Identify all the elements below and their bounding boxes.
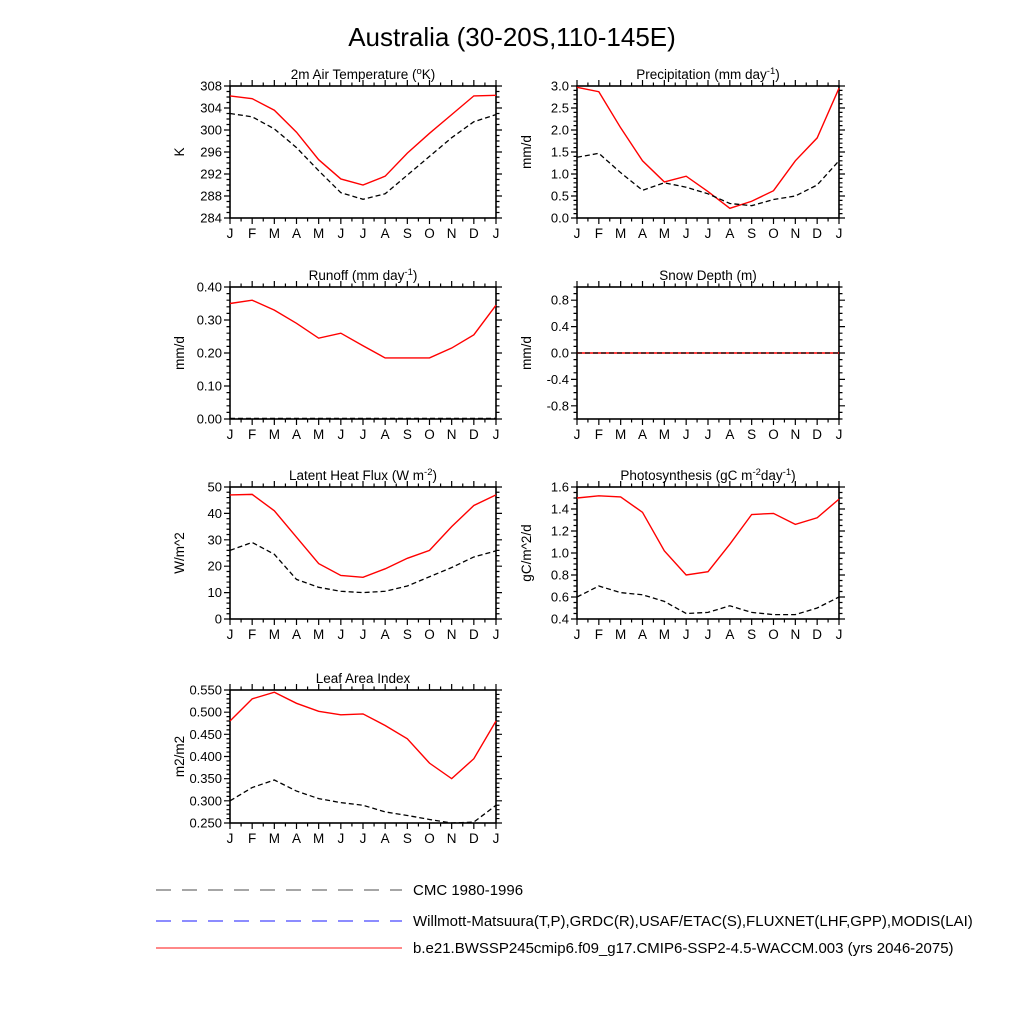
x-tick-label: A (291, 627, 302, 642)
y-tick-label: 10 (207, 585, 222, 601)
series-cmc (577, 153, 839, 205)
x-tick-label: J (337, 627, 345, 642)
chart-title: Latent Heat Flux (W $m^{-2}$) (289, 467, 437, 483)
y-axis-label: m2/m2 (172, 735, 187, 778)
x-tick-label: O (424, 226, 435, 241)
x-tick-label: N (446, 627, 457, 642)
y-tick-label: 1.4 (550, 501, 569, 517)
y-tick-label: 0.20 (196, 345, 222, 361)
y-tick-label: 0.5 (550, 188, 569, 204)
y-axis-label: W/m^2 (172, 532, 187, 574)
y-axis-label: mm/d (519, 135, 534, 169)
axis-box (230, 690, 496, 823)
x-tick-label: J (492, 226, 500, 241)
legend-label-cmc: CMC 1980-1996 (413, 881, 524, 899)
y-tick-label: 300 (200, 122, 222, 138)
y-tick-label: 0.350 (189, 771, 222, 787)
chart-title: Runoff (mm day$^{-1}$) (308, 267, 418, 283)
x-tick-label: J (835, 627, 843, 642)
axis-box (230, 287, 496, 419)
y-tick-label: 20 (207, 558, 222, 574)
x-tick-label: N (446, 831, 457, 846)
y-tick-label: -0.4 (546, 371, 569, 387)
x-tick-label: J (835, 427, 843, 442)
x-tick-label: D (812, 226, 823, 241)
x-tick-label: J (359, 627, 367, 642)
x-tick-label: A (637, 226, 648, 241)
y-tick-label: 0.0 (550, 345, 569, 361)
series-cmc (230, 542, 496, 592)
legend-row-model (155, 941, 954, 955)
x-tick-label: M (313, 627, 325, 642)
page-title: Australia (30-20S,110-145E) (348, 22, 676, 52)
x-tick-label: D (468, 427, 479, 442)
x-tick-label: J (337, 427, 345, 442)
x-tick-label: A (637, 627, 648, 642)
x-tick-label: M (615, 226, 627, 241)
x-tick-label: J (682, 427, 690, 442)
x-tick-label: M (268, 627, 280, 642)
legend-row-cmc (155, 883, 523, 897)
series-cmc (577, 586, 839, 615)
x-tick-label: A (291, 226, 302, 241)
x-tick-label: J (359, 831, 367, 846)
y-tick-label: 0.500 (189, 704, 222, 720)
x-tick-label: S (402, 226, 412, 241)
chart-latent-heat-flux (172, 467, 502, 642)
x-tick-label: M (268, 427, 280, 442)
chart-title: Photosynthesis (gC $m^{-2}day^{-1}$) (620, 467, 796, 483)
x-tick-label: D (468, 627, 479, 642)
legend-row-obs (155, 914, 973, 928)
y-tick-label: 2.5 (550, 100, 569, 116)
x-tick-label: M (268, 226, 280, 241)
x-tick-label: S (747, 627, 757, 642)
y-tick-label: 296 (200, 144, 222, 160)
x-tick-label: O (424, 831, 435, 846)
y-tick-label: 292 (200, 166, 222, 182)
y-axis-label: gC/m^2/d (519, 524, 534, 582)
series-model (230, 300, 496, 358)
axis-ticks (571, 481, 845, 625)
y-tick-label: 50 (207, 479, 222, 495)
x-tick-label: J (359, 427, 367, 442)
x-tick-label: J (226, 831, 234, 846)
y-tick-label: 0.0 (550, 210, 569, 226)
x-tick-label: J (573, 427, 581, 442)
y-tick-label: 30 (207, 532, 222, 548)
x-tick-label: J (337, 226, 345, 241)
x-tick-label: J (704, 226, 712, 241)
x-tick-label: F (248, 627, 257, 642)
y-tick-label: 0.00 (196, 411, 222, 427)
y-tick-label: 2.0 (550, 122, 569, 138)
x-tick-label: M (268, 831, 280, 846)
y-tick-label: 0.250 (189, 815, 222, 831)
y-tick-label: 0.550 (189, 682, 222, 698)
y-tick-label: 1.0 (550, 166, 569, 182)
legend-line-cmc-icon (155, 883, 403, 897)
x-tick-label: A (637, 427, 648, 442)
legend-line-obs-icon (155, 914, 403, 928)
x-tick-label: S (747, 427, 757, 442)
x-tick-label: D (812, 427, 823, 442)
x-tick-label: J (226, 427, 234, 442)
x-tick-label: J (226, 627, 234, 642)
x-tick-label: M (615, 427, 627, 442)
y-axis-label: mm/d (519, 336, 534, 370)
chart-runoff (172, 267, 502, 442)
x-tick-label: M (615, 627, 627, 642)
x-tick-label: S (402, 627, 412, 642)
x-tick-label: M (313, 226, 325, 241)
y-tick-label: 40 (207, 505, 222, 521)
axis-ticks (224, 684, 502, 829)
x-tick-label: A (380, 627, 390, 642)
x-tick-label: A (380, 831, 390, 846)
x-tick-label: F (594, 226, 603, 241)
y-tick-label: 0.4 (550, 319, 569, 335)
x-tick-label: A (725, 427, 735, 442)
x-tick-label: A (380, 427, 390, 442)
chart-air-temperature (172, 66, 502, 241)
y-tick-label: 0.8 (550, 567, 569, 583)
y-tick-label: 0.400 (189, 749, 222, 764)
x-tick-label: O (768, 627, 779, 642)
y-axis-label: mm/d (172, 336, 187, 370)
x-tick-label: M (658, 627, 670, 642)
x-tick-label: J (682, 226, 690, 241)
x-tick-label: J (835, 226, 843, 241)
x-tick-label: J (359, 226, 367, 241)
chart-photosynthesis (519, 467, 845, 642)
axis-ticks (224, 80, 502, 224)
x-tick-label: F (248, 226, 257, 241)
axis-box (577, 86, 839, 218)
chart-title: Leaf Area Index (315, 671, 411, 686)
x-tick-label: D (468, 226, 479, 241)
y-tick-label: 0 (214, 611, 222, 627)
axis-ticks (224, 481, 502, 625)
series-cmc (230, 114, 496, 200)
x-tick-label: A (291, 831, 302, 846)
x-tick-label: J (492, 627, 500, 642)
x-tick-label: A (291, 427, 302, 442)
x-tick-label: D (468, 831, 479, 846)
y-tick-label: 1.5 (550, 144, 569, 160)
y-tick-label: 1.6 (550, 479, 569, 495)
x-tick-label: N (446, 226, 457, 241)
x-tick-label: J (226, 226, 234, 241)
y-tick-label: 308 (200, 78, 222, 94)
y-tick-label: 0.10 (196, 378, 222, 394)
chart-title: Precipitation (mm day$^{-1}$) (636, 66, 780, 82)
x-tick-label: M (658, 226, 670, 241)
axis-box (577, 487, 839, 619)
x-tick-label: S (402, 427, 412, 442)
x-tick-label: S (747, 226, 757, 241)
x-tick-label: A (725, 226, 735, 241)
x-tick-label: J (704, 427, 712, 442)
x-tick-label: M (658, 427, 670, 442)
x-tick-label: F (248, 427, 257, 442)
legend-label-model: b.e21.BWSSP245cmip6.f09_g17.CMIP6-SSP2-4.5-WACCM.003 (yrs 2046-2075) (413, 939, 954, 957)
x-tick-label: J (492, 831, 500, 846)
x-tick-label: N (446, 427, 457, 442)
x-tick-label: J (704, 627, 712, 642)
x-tick-label: F (594, 627, 603, 642)
x-tick-label: J (337, 831, 345, 846)
legend-label-obs: Willmott-Matsuura(T,P),GRDC(R),USAF/ETAC(S),FLUXNET(LHF,GPP),MODIS(LAI) (413, 912, 973, 930)
x-tick-label: J (573, 226, 581, 241)
x-tick-label: M (313, 427, 325, 442)
x-tick-label: N (790, 627, 801, 642)
series-model (577, 87, 839, 208)
series-model (577, 496, 839, 575)
x-tick-label: J (573, 627, 581, 642)
y-axis-label: K (172, 147, 187, 157)
x-tick-label: N (790, 226, 801, 241)
y-tick-label: 284 (200, 210, 222, 226)
x-tick-label: D (812, 627, 823, 642)
x-tick-label: J (682, 627, 690, 642)
y-tick-label: 0.300 (189, 793, 222, 809)
x-tick-label: O (424, 427, 435, 442)
y-tick-label: 0.450 (189, 726, 222, 742)
legend-line-model-icon (155, 941, 403, 955)
x-tick-label: O (424, 627, 435, 642)
chart-snow-depth (519, 268, 845, 442)
axis-ticks (224, 281, 502, 425)
x-tick-label: M (313, 831, 325, 846)
series-cmc (230, 780, 496, 823)
x-tick-label: S (402, 831, 412, 846)
y-tick-label: 1.0 (550, 545, 569, 561)
y-tick-label: 304 (200, 100, 222, 116)
x-tick-label: N (790, 427, 801, 442)
x-tick-label: J (492, 427, 500, 442)
y-tick-label: 0.4 (550, 611, 569, 627)
chart-title: 2m Air Temperature ($^o$K) (290, 66, 436, 82)
y-tick-label: 0.40 (196, 279, 222, 295)
chart-title: Snow Depth (m) (659, 268, 757, 283)
axis-box (230, 86, 496, 218)
x-tick-label: A (380, 226, 390, 241)
y-tick-label: 0.6 (550, 589, 569, 605)
y-tick-label: 0.8 (550, 292, 569, 308)
x-tick-label: F (594, 427, 603, 442)
series-model (230, 95, 496, 185)
y-tick-label: 3.0 (550, 78, 569, 94)
chart-leaf-area-index (172, 671, 502, 846)
x-tick-label: F (248, 831, 257, 846)
series-model (230, 692, 496, 778)
y-tick-label: -0.8 (546, 398, 569, 414)
x-tick-label: A (725, 627, 735, 642)
y-tick-label: 0.30 (196, 312, 222, 328)
x-tick-label: O (768, 226, 779, 241)
y-tick-label: 288 (200, 188, 222, 204)
x-tick-label: O (768, 427, 779, 442)
chart-precipitation (519, 66, 845, 241)
y-tick-label: 1.2 (550, 523, 569, 539)
